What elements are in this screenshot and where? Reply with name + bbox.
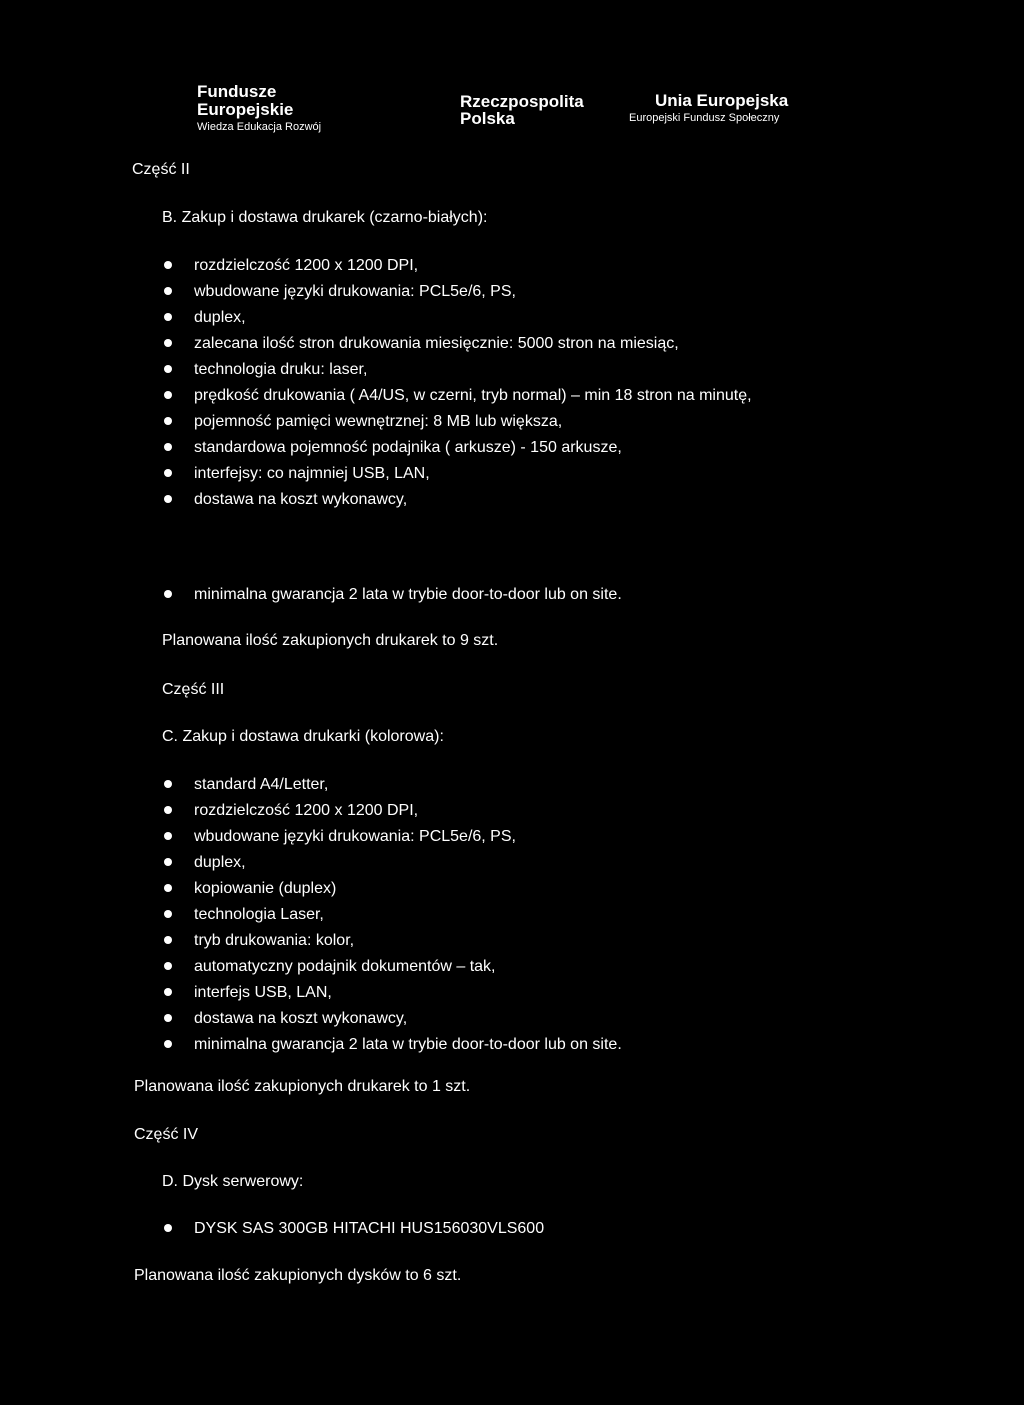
- bullet-icon: [164, 1040, 172, 1048]
- list-item: interfejs USB, LAN,: [164, 980, 622, 1006]
- list-item: tryb drukowania: kolor,: [164, 928, 622, 954]
- logo-ue-subtitle: Europejski Fundusz Społeczny: [629, 112, 780, 124]
- logo-fe-line1: Fundusze: [197, 82, 277, 101]
- part2-spec-list: [164, 253, 752, 513]
- list-item: technologia Laser,: [164, 902, 622, 928]
- part4-quantity: Planowana ilość zakupionych dysków to 6 szt.: [134, 1267, 462, 1284]
- logo-rp-line1: Rzeczpospolita: [460, 92, 584, 111]
- bullet-icon: [164, 910, 172, 918]
- part2-section-title: B. Zakup i dostawa drukarek (czarno-białych):: [162, 209, 488, 226]
- bullet-icon: [164, 806, 172, 814]
- part3-quantity: Planowana ilość zakupionych drukarek to 1 szt.: [134, 1078, 471, 1095]
- bullet-icon: [164, 780, 172, 788]
- bullet-icon: [164, 1224, 172, 1232]
- bullet-icon: [164, 417, 172, 425]
- bullet-icon: [164, 261, 172, 269]
- list-item: zalecana ilość stron drukowania miesięcznie: 5000 stron na miesiąc,: [164, 331, 752, 357]
- list-item: rozdzielczość 1200 x 1200 DPI,: [164, 798, 622, 824]
- part2-quantity: Planowana ilość zakupionych drukarek to 9 szt.: [162, 632, 499, 649]
- bullet-icon: [164, 391, 172, 399]
- list-item: wbudowane języki drukowania: PCL5e/6, PS,: [164, 279, 752, 305]
- part3-section-title: C. Zakup i dostawa drukarki (kolorowa):: [162, 728, 444, 745]
- list-item: wbudowane języki drukowania: PCL5e/6, PS,: [164, 824, 622, 850]
- bullet-icon: [164, 469, 172, 477]
- bullet-icon: [164, 936, 172, 944]
- part4-section-title: D. Dysk serwerowy:: [162, 1173, 304, 1190]
- logo-rp-line2: Polska: [460, 109, 515, 128]
- part2-heading: Część II: [132, 161, 190, 178]
- bullet-icon: [164, 858, 172, 866]
- list-item: DYSK SAS 300GB HITACHI HUS156030VLS600: [164, 1216, 544, 1242]
- part2-warranty-list: [164, 582, 622, 608]
- list-item: standardowa pojemność podajnika ( arkusze) - 150 arkusze,: [164, 435, 752, 461]
- bullet-icon: [164, 590, 172, 598]
- bullet-icon: [164, 313, 172, 321]
- list-item: technologia druku: laser,: [164, 357, 752, 383]
- bullet-icon: [164, 443, 172, 451]
- bullet-icon: [164, 988, 172, 996]
- bullet-icon: [164, 1014, 172, 1022]
- logo-fe-line2: Europejskie: [197, 100, 294, 119]
- list-item: duplex,: [164, 305, 752, 331]
- logo-fe-tagline: Wiedza Edukacja Rozwój: [197, 121, 322, 133]
- bullet-icon: [164, 884, 172, 892]
- list-item: minimalna gwarancja 2 lata w trybie door-to-door lub on site.: [164, 1032, 622, 1058]
- part3-heading: Część III: [162, 681, 225, 698]
- bullet-icon: [164, 365, 172, 373]
- list-item: dostawa na koszt wykonawcy,: [164, 1006, 622, 1032]
- logo-ue-title: Unia Europejska: [655, 91, 789, 110]
- list-item: kopiowanie (duplex): [164, 876, 622, 902]
- bullet-icon: [164, 832, 172, 840]
- bullet-icon: [164, 962, 172, 970]
- list-item: dostawa na koszt wykonawcy,: [164, 487, 752, 513]
- list-item: pojemność pamięci wewnętrznej: 8 MB lub większa,: [164, 409, 752, 435]
- list-item: rozdzielczość 1200 x 1200 DPI,: [164, 253, 752, 279]
- part4-spec-list: [164, 1216, 544, 1242]
- list-item: minimalna gwarancja 2 lata w trybie door-to-door lub on site.: [164, 582, 622, 608]
- list-item: automatyczny podajnik dokumentów – tak,: [164, 954, 622, 980]
- bullet-icon: [164, 287, 172, 295]
- part4-heading: Część IV: [134, 1126, 199, 1143]
- bullet-icon: [164, 339, 172, 347]
- part3-spec-list: [164, 772, 622, 1058]
- bullet-icon: [164, 495, 172, 503]
- list-item: interfejsy: co najmniej USB, LAN,: [164, 461, 752, 487]
- list-item: duplex,: [164, 850, 622, 876]
- list-item: prędkość drukowania ( A4/US, w czerni, tryb normal) – min 18 stron na minutę,: [164, 383, 752, 409]
- list-item: standard A4/Letter,: [164, 772, 622, 798]
